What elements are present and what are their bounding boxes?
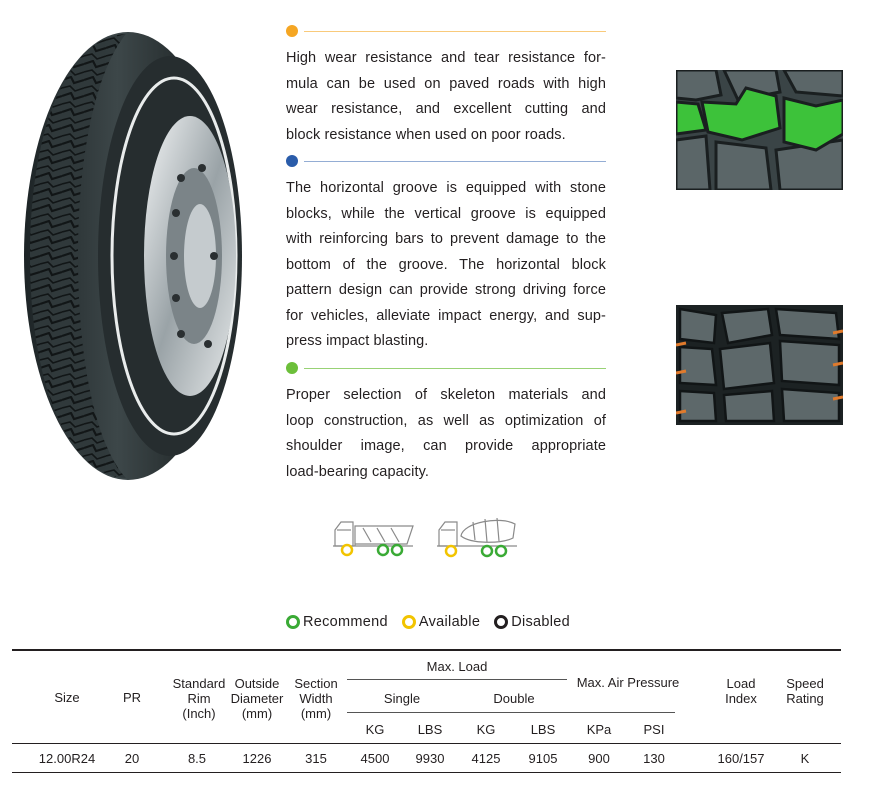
header-psi: PSI <box>643 722 665 737</box>
available-ring-icon <box>402 615 416 629</box>
legend-recommend <box>286 614 388 630</box>
feature-text: High wear resistance and tear resistance for- mula can be used on paved roads with high wear resistance, and excellent cutting and block resistance when used on poor roads. <box>286 50 606 143</box>
cell-diameter: 1226 <box>242 751 272 766</box>
cell-kpa: 900 <box>588 751 610 766</box>
header-speed-rating: Speed Rating <box>786 676 824 706</box>
disabled-ring-icon <box>494 615 508 629</box>
legend-label: Disabled <box>511 614 571 630</box>
tread-closeup-orange-image <box>676 305 843 425</box>
cell-pr: 20 <box>124 751 140 766</box>
legend-disabled <box>494 614 570 630</box>
header-lbs-single: LBS <box>417 722 443 737</box>
green-bullet-icon <box>286 362 298 374</box>
legend-label: Recommend <box>303 614 388 630</box>
cell-psi: 130 <box>643 751 665 766</box>
feature-text: Proper selection of skeleton materials and loop construction, as well as optimization of shoulder image, can provide appropriate load-bearing capacity. <box>286 387 606 480</box>
feature-divider <box>286 25 606 37</box>
feature-text: The horizontal groove is equipped with stone blocks, while the vertical groove is equipped with reinforcing bars to prevent damage to the bottom of the groove. The horizontal block pattern design can provide strong driving force for vehicles, alleviate impact energy, and sup- press impact blasting. <box>286 180 606 349</box>
recommend-ring-icon <box>286 615 300 629</box>
header-size: Size <box>54 690 80 705</box>
feature-divider <box>286 362 606 374</box>
header-pr: PR <box>122 690 142 705</box>
cell-speed-rating: K <box>800 751 810 766</box>
header-lbs-double: LBS <box>530 722 556 737</box>
cell-rim: 8.5 <box>187 751 207 766</box>
header-section-width: Section Width (mm) <box>294 676 338 721</box>
header-kpa: KPa <box>586 722 612 737</box>
cell-single-kg: 4500 <box>360 751 390 766</box>
header-max-load: Max. Load <box>426 659 488 674</box>
spec-table <box>12 649 841 774</box>
header-double: Double <box>493 691 535 706</box>
concrete-mixer-truck-icon <box>437 514 519 558</box>
cell-single-lbs: 9930 <box>415 751 445 766</box>
header-rim: Standard Rim (Inch) <box>172 676 226 721</box>
legend-available <box>402 614 480 630</box>
blue-bullet-icon <box>286 155 298 167</box>
dump-truck-icon <box>333 516 415 558</box>
header-diameter: Outside Diameter (mm) <box>230 676 284 721</box>
header-load-index: Load Index <box>725 676 757 706</box>
tire-image <box>18 28 248 483</box>
header-max-air-pressure: Max. Air Pressure <box>576 675 680 690</box>
header-kg-double: KG <box>476 722 496 737</box>
cell-double-kg: 4125 <box>471 751 501 766</box>
header-single: Single <box>383 691 421 706</box>
cell-load-index: 160/157 <box>717 751 765 766</box>
orange-bullet-icon <box>286 25 298 37</box>
cell-double-lbs: 9105 <box>528 751 558 766</box>
usage-legend <box>286 612 570 632</box>
feature-load-bearing <box>286 362 606 487</box>
feature-wear-resistance <box>286 25 606 155</box>
cell-size: 12.00R24 <box>38 751 96 766</box>
cell-section-width: 315 <box>305 751 327 766</box>
feature-divider <box>286 155 606 167</box>
header-kg-single: KG <box>365 722 385 737</box>
legend-label: Available <box>418 614 481 630</box>
tread-closeup-green-image <box>676 70 843 190</box>
feature-groove-protection <box>286 155 606 355</box>
